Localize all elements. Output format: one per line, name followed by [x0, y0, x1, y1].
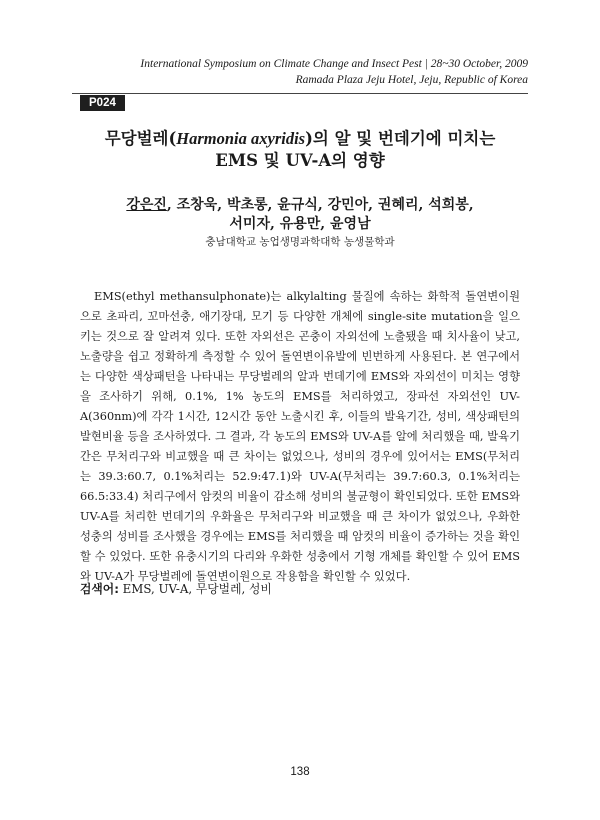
authors-line-2: 서미자, 유용만, 윤영남	[229, 216, 371, 232]
author-list	[100, 196, 500, 234]
header-divider	[72, 93, 528, 94]
co-authors-1: , 조창욱, 박초롱, 윤규식, 강민아, 권혜리, 석희봉,	[166, 197, 474, 213]
title-prefix: 무당벌레(	[104, 129, 177, 148]
title-suffix: )의 알 및 번데기에 미치는	[305, 129, 496, 148]
conference-name: International Symposium on Climate Change and Insect Pest | 28~30 October, 2009	[140, 58, 528, 70]
abstract-body: EMS(ethyl methansulphonate)는 alkylalting 물질에 속하는 화학적 돌연변이원으로 초파리, 꼬마선충, 애기장대, 모기 등 다양한 개체에 single-site mutation을 일으키는 것으로 잘 알려져 있다. 또한 자외선은 곤충이 자외선에 노출됐을 때 치사율이 낮고, 노출량을 쉽고 정확하게 측정할 수 있어 돌연변이유발에 빈번하게 사용된다. 본 연구에서는 다양한 색상패턴을 나타내는 무당벌레의 알과 번데기에 EMS와 자외선이 미치는 영향을 조사하기 위해, 0.1%, 1% 농도의 EMS를 처리하였고, 장파선 자외선인 UV-A(360nm)에 각각 1시간, 12시간 동안 노출시킨 후, 이들의 발육기간, 성비, 색상패턴의 발현비율 등을 조사하였다. 그 결과, 각 농도의 EMS와 UV-A를 알에 처리했을 때, 발육기간은 무처리구와 비교했을 때 큰 차이는 없었으나, 성비의 경우에 있어서는 EMS(무처리는 39.3:60.7, 0.1%처리는 52.9:47.1)와 UV-A(무처리는 39.7:60.3, 0.1%처리는 66.5:33.4) 처리구에서 암컷의 비율이 감소해 성비의 불균형이 확인되었다. 또한 EMS와 UV-A를 처리한 번데기의 우화율은 무처리구와 비교했을 때 큰 차이가 없었으나, 우화한 성충의 성비를 조사했을 경우에는 EMS를 처리했을 때 암컷의 비율이 증가하는 것을 확인할 수 있었다. 또한 유충시기의 다리와 우화한 성충에서 기형 개체를 확인할 수 있어 EMS와 UV-A가 무당벌레에 돌연변이원으로 작용함을 확인할 수 있었다.	[80, 290, 520, 583]
conference-header	[140, 56, 528, 88]
keywords	[80, 580, 520, 597]
authors-line-1	[100, 196, 500, 215]
poster-id-badge: P024	[80, 95, 125, 111]
keywords-value: EMS, UV-A, 무당벌레, 성비	[118, 582, 272, 596]
page-number: 138	[290, 766, 310, 778]
keywords-label: 검색어:	[80, 582, 119, 596]
conference-venue: Ramada Plaza Jeju Hotel, Jeju, Republic of Korea	[295, 74, 528, 86]
affiliation: 충남대학교 농업생명과학대학 농생물학과	[205, 236, 395, 248]
title-line-2: EMS 및 UV-A의 영향	[215, 151, 385, 170]
paper-title	[60, 128, 540, 172]
title-line-1	[60, 128, 540, 150]
title-species: Harmonia axyridis	[176, 129, 306, 148]
presenting-author: 강은진	[126, 197, 167, 213]
